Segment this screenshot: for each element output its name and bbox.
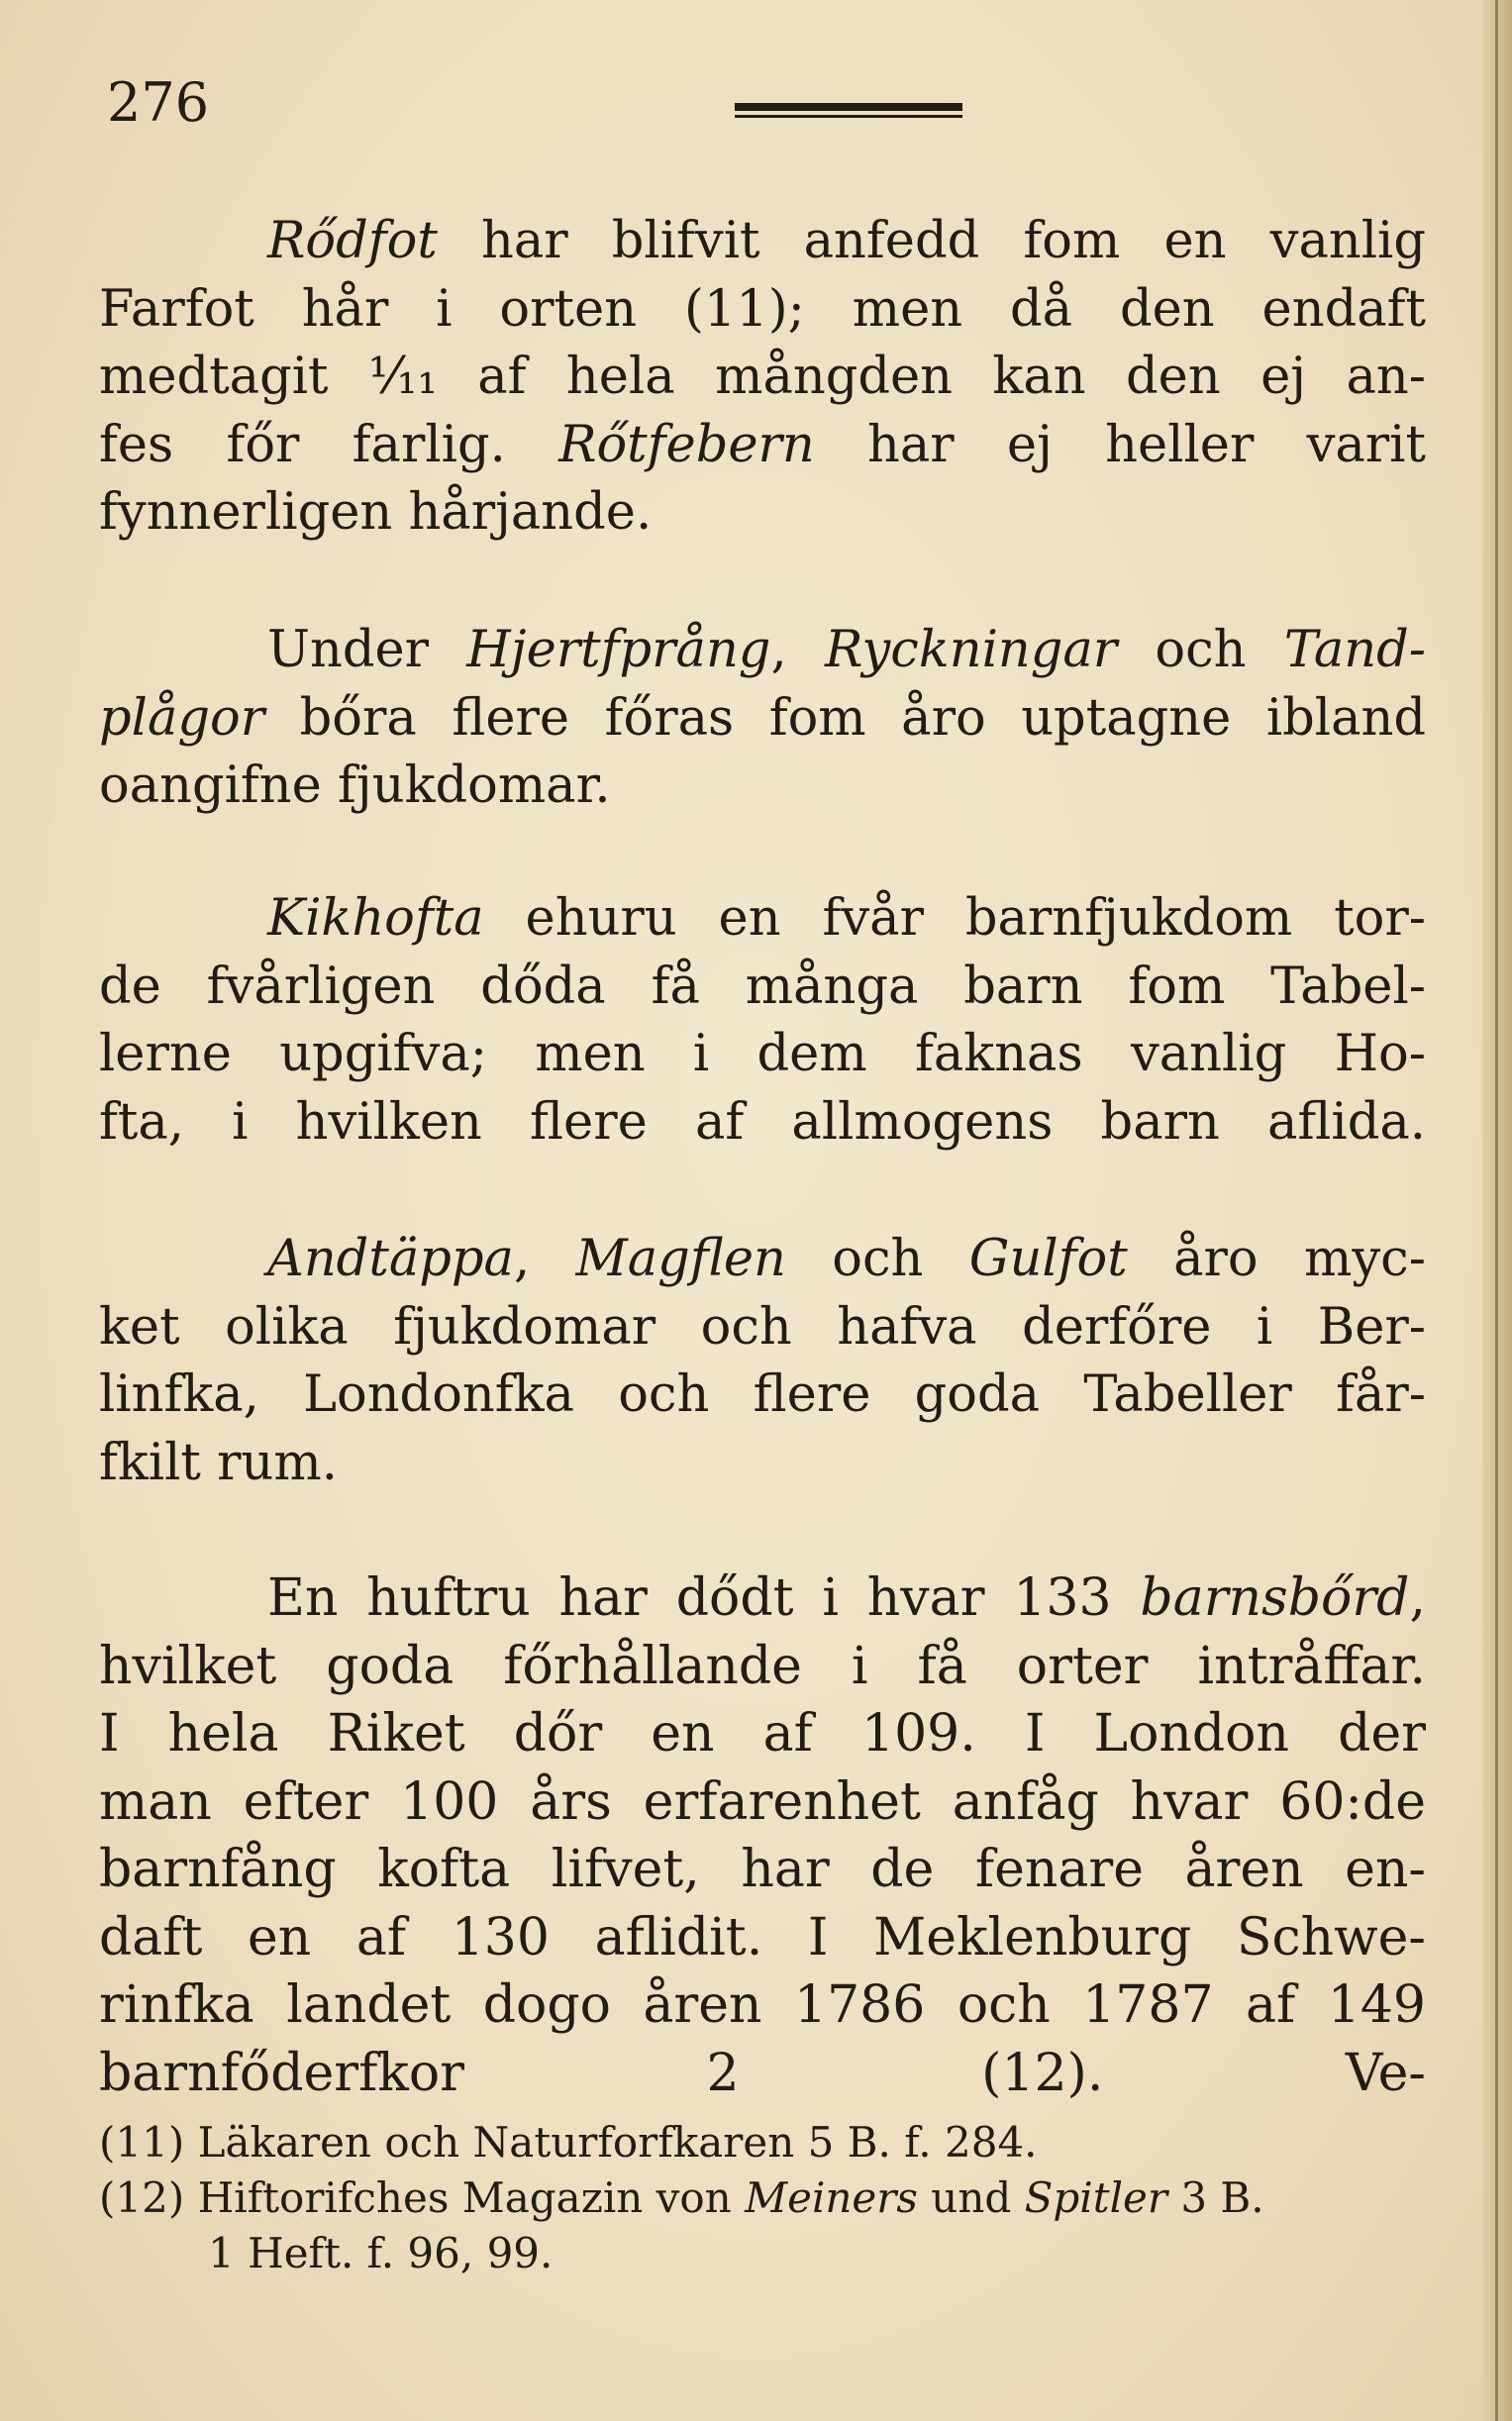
italic-author: Spitler <box>1024 2173 1167 2222</box>
text-run: fta, i hvilken flere af allmogens barn aflida. <box>99 1092 1426 1152</box>
text-line <box>99 1362 1426 1430</box>
text-line <box>99 1564 1426 1633</box>
text-line <box>99 617 1426 685</box>
text-run: Under <box>267 621 467 679</box>
page-fold-line <box>1495 0 1498 2421</box>
text-line <box>99 2040 1426 2108</box>
text-run: man efter 100 års erfarenhet anfåg hvar 60:de <box>99 1771 1426 1832</box>
text-line <box>99 412 1426 480</box>
text-run: medtagit ¹⁄₁₁ af hela mångden kan den ej an- <box>99 348 1426 406</box>
paragraph-1 <box>99 208 1426 548</box>
italic-term: Hjertfprång <box>466 621 771 679</box>
text-run: har ej heller varit <box>814 415 1426 474</box>
italic-author: Meiners <box>745 2173 918 2222</box>
text-run: , <box>513 1230 576 1288</box>
italic-term: Kikhofta <box>267 889 484 948</box>
text-line <box>99 1226 1426 1294</box>
text-run: och <box>785 1230 969 1288</box>
text-run: daft en af 130 aflidit. I Meklenburg Schwe- <box>99 1907 1426 1967</box>
text-run: och <box>1117 621 1284 679</box>
text-line <box>99 1633 1426 1701</box>
text-run: ket olika fjukdomar och hafva derfőre i Ber- <box>99 1297 1426 1357</box>
italic-term: Rőtfebern <box>558 415 815 474</box>
text-run: linfka, Londonfka och flere goda Tabeller får- <box>99 1365 1426 1424</box>
italic-term: Tand- <box>1283 621 1426 679</box>
text-line <box>99 1294 1426 1362</box>
text-line <box>99 1700 1426 1768</box>
text-line <box>99 954 1426 1022</box>
footnote-marker: (11) <box>99 2118 185 2167</box>
text-run: bőra flere főras fom åro uptagne ibland <box>264 688 1426 748</box>
text-run: har blifvit anfedd fom en vanlig <box>437 212 1426 270</box>
text-run: En huftru har dődt i hvar 133 <box>267 1568 1141 1628</box>
text-line <box>99 1904 1426 1972</box>
italic-term: barnsbőrd <box>1140 1568 1410 1628</box>
text-line <box>99 1971 1426 2040</box>
catchword: Ve- <box>1345 2043 1426 2103</box>
text-run: Farfot hår i orten (11); men då den endaft <box>99 279 1426 339</box>
text-line <box>99 479 1426 548</box>
text-run: I hela Riket dőr en af 109. I London der <box>99 1704 1426 1764</box>
italic-term: Magflen <box>575 1230 786 1288</box>
footnotes <box>99 2115 1426 2281</box>
text-run: fes főr farlig. <box>99 415 559 474</box>
text-run: de fvårligen dőda få många barn fom Tabel- <box>99 957 1426 1016</box>
text-line <box>99 1836 1426 1904</box>
text-run: barnfång kofta lifvet, har de fenare åren en- <box>99 1840 1426 1899</box>
header-rule-thin <box>735 115 962 118</box>
header-rule <box>735 103 962 111</box>
footnote-text: 3 B. <box>1166 2173 1264 2222</box>
text-line <box>99 208 1426 276</box>
footnote-12-continuation: 1 Heft. f. 96, 99. <box>208 2229 554 2277</box>
paragraph-3 <box>99 885 1426 1157</box>
text-line <box>99 1430 1426 1498</box>
page-number: 276 <box>107 71 210 134</box>
italic-term: Gulfot <box>968 1230 1128 1288</box>
text-run: , <box>770 621 825 679</box>
text-run: rinfka landet dogo åren 1786 och 1787 af 149 <box>99 1975 1426 2035</box>
text-line <box>99 276 1426 345</box>
footnote-marker: (12) <box>99 2173 185 2222</box>
text-run: åro myc- <box>1127 1230 1426 1288</box>
footnote-11 <box>99 2115 1426 2170</box>
italic-term: Rődfot <box>267 212 438 270</box>
text-run: fkilt rum. <box>99 1433 338 1492</box>
footnote-text: Läkaren och Naturforfkaren 5 B. f. 284. <box>197 2118 1038 2167</box>
text-run: hvilket goda főrhållande i få orter intråffar. <box>99 1636 1426 1696</box>
text-line <box>99 344 1426 412</box>
paragraph-2 <box>99 617 1426 821</box>
text-line <box>99 753 1426 821</box>
text-run: fynnerligen hårjande. <box>99 483 653 542</box>
paragraph-4 <box>99 1226 1426 1497</box>
text-line <box>99 685 1426 754</box>
italic-term: Andtäppa <box>267 1230 514 1288</box>
paragraph-5 <box>99 1564 1426 2107</box>
text-run: ehuru en fvår barnfjukdom tor- <box>483 889 1426 948</box>
text-run: lerne upgifva; men i dem faknas vanlig Ho- <box>99 1025 1426 1083</box>
text-run: oangifne fjukdomar. <box>99 757 611 815</box>
footnote-text: Hiftorifches Magazin von <box>197 2173 746 2222</box>
footnote-12 <box>99 2170 1426 2226</box>
footnote-text: und <box>917 2173 1025 2222</box>
text-line <box>99 1768 1426 1837</box>
text-line <box>99 1021 1426 1089</box>
text-line <box>99 1089 1426 1158</box>
text-run: , <box>1409 1568 1426 1628</box>
text-line <box>99 885 1426 954</box>
text-run: barnfőderfkor 2 (12). <box>99 2043 1104 2103</box>
italic-term: Ryckningar <box>824 621 1118 679</box>
italic-term: plågor <box>99 688 265 748</box>
